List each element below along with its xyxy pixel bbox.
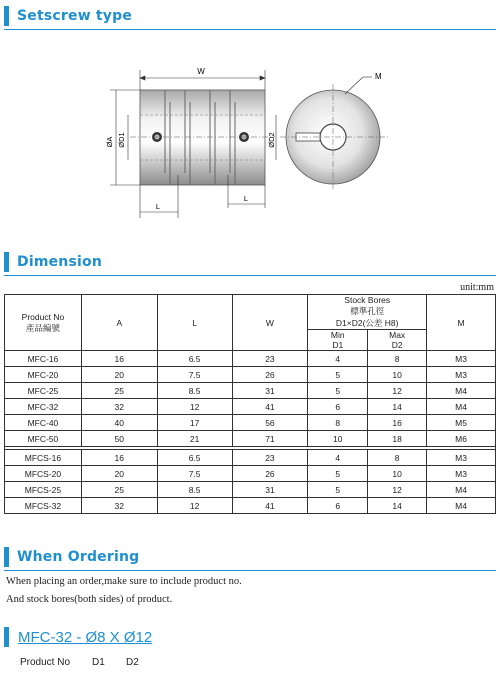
cell-l: 8.5 [157,383,232,399]
header-product-no: Product No 產品編號 [5,295,82,351]
front-view [280,84,390,190]
cell-max: 10 [368,466,427,482]
cell-m: M3 [427,450,496,466]
cell-a: 16 [81,351,157,367]
cell-m: M6 [427,431,496,447]
cell-max: 14 [368,399,427,415]
cell-max: 18 [368,431,427,447]
cell-l: 12 [157,399,232,415]
cell-product: MFCS-25 [5,482,82,498]
section-bar [4,252,9,272]
setscrew-section-header [4,6,132,26]
order-code-example: MFC-32 - Ø8 X Ø12 [18,629,153,646]
legend-product-no: Product No [20,657,71,668]
section-divider [4,275,496,276]
table-row [5,450,496,466]
coupling-drawing [0,40,500,240]
header-w: W [232,295,308,351]
table-row [5,466,496,482]
label-d2: ØD2 [267,132,276,148]
cell-min: 5 [308,367,368,383]
label-w: W [197,67,205,76]
table-row [5,498,496,514]
cell-l: 7.5 [157,466,232,482]
cell-a: 20 [81,367,157,383]
ordering-title: When Ordering [17,549,140,565]
cell-l: 17 [157,415,232,431]
cell-a: 32 [81,498,157,514]
table-body-mfcs [5,450,496,514]
cell-product: MFC-16 [5,351,82,367]
table-row [5,383,496,399]
cell-product: MFCS-20 [5,466,82,482]
label-l-left: L [155,202,161,211]
header-max: Max D2 [368,330,427,351]
ordering-text-2: And stock bores(both sides) of product. [6,594,173,605]
label-m: M [375,72,382,81]
label-a: ØA [105,136,114,148]
cell-a: 32 [81,399,157,415]
cell-min: 6 [308,498,368,514]
section-bar [4,627,9,647]
table-body-mfc [5,351,496,447]
cell-m: M3 [427,351,496,367]
label-l-right: L [243,194,249,203]
cell-product: MFCS-32 [5,498,82,514]
cell-product: MFCS-16 [5,450,82,466]
cell-max: 10 [368,367,427,383]
header-l: L [157,295,232,351]
table-row [5,482,496,498]
cell-a: 25 [81,383,157,399]
header-min: Min D1 [308,330,368,351]
cell-l: 21 [157,431,232,447]
cell-m: M3 [427,466,496,482]
setscrew-title: Setscrew type [17,8,133,24]
section-divider [4,29,496,30]
cell-max: 12 [368,383,427,399]
cell-w: 23 [232,351,308,367]
cell-l: 7.5 [157,367,232,383]
section-bar [4,547,9,567]
cell-min: 4 [308,450,368,466]
cell-w: 41 [232,498,308,514]
cell-a: 20 [81,466,157,482]
cell-a: 50 [81,431,157,447]
cell-min: 5 [308,383,368,399]
cell-min: 5 [308,482,368,498]
table-row [5,367,496,383]
cell-min: 8 [308,415,368,431]
cell-max: 14 [368,498,427,514]
cell-product: MFC-20 [5,367,82,383]
cell-w: 31 [232,482,308,498]
header-m: M [427,295,496,351]
cell-max: 8 [368,351,427,367]
cell-a: 40 [81,415,157,431]
cell-m: M5 [427,415,496,431]
cell-w: 31 [232,383,308,399]
table-row [5,415,496,431]
cell-l: 6.5 [157,351,232,367]
header-stock-bores: Stock Bores 標準孔徑 D1×D2(公差 H8) [308,295,427,330]
cell-w: 71 [232,431,308,447]
table-row [5,351,496,367]
section-bar [4,6,9,26]
cell-w: 41 [232,399,308,415]
cell-a: 16 [81,450,157,466]
cell-min: 5 [308,466,368,482]
dimension-table [4,294,496,514]
cell-l: 8.5 [157,482,232,498]
cell-w: 26 [232,367,308,383]
cell-l: 12 [157,498,232,514]
cell-max: 16 [368,415,427,431]
table-row [5,431,496,447]
cell-min: 10 [308,431,368,447]
cell-product: MFC-50 [5,431,82,447]
section-divider [4,570,496,571]
legend-d2: D2 [126,657,139,668]
ordering-section-header [4,547,139,567]
cell-w: 26 [232,466,308,482]
side-view [130,90,275,185]
legend-d1: D1 [92,657,105,668]
cell-a: 25 [81,482,157,498]
cell-min: 4 [308,351,368,367]
cell-m: M4 [427,383,496,399]
cell-max: 8 [368,450,427,466]
cell-m: M4 [427,482,496,498]
cell-product: MFC-40 [5,415,82,431]
cell-w: 23 [232,450,308,466]
header-a: A [81,295,157,351]
order-example [4,627,17,647]
cell-l: 6.5 [157,450,232,466]
cell-m: M3 [427,367,496,383]
dimension-section-header [4,252,102,272]
cell-product: MFC-32 [5,399,82,415]
cell-m: M4 [427,498,496,514]
cell-w: 56 [232,415,308,431]
cell-m: M4 [427,399,496,415]
dimension-title: Dimension [17,254,102,270]
table-row [5,399,496,415]
label-d1: ØD1 [117,132,126,148]
ordering-text-1: When placing an order,make sure to include product no. [6,576,242,587]
cell-min: 6 [308,399,368,415]
cell-product: MFC-25 [5,383,82,399]
cell-max: 12 [368,482,427,498]
unit-label: unit:mm [460,282,494,293]
